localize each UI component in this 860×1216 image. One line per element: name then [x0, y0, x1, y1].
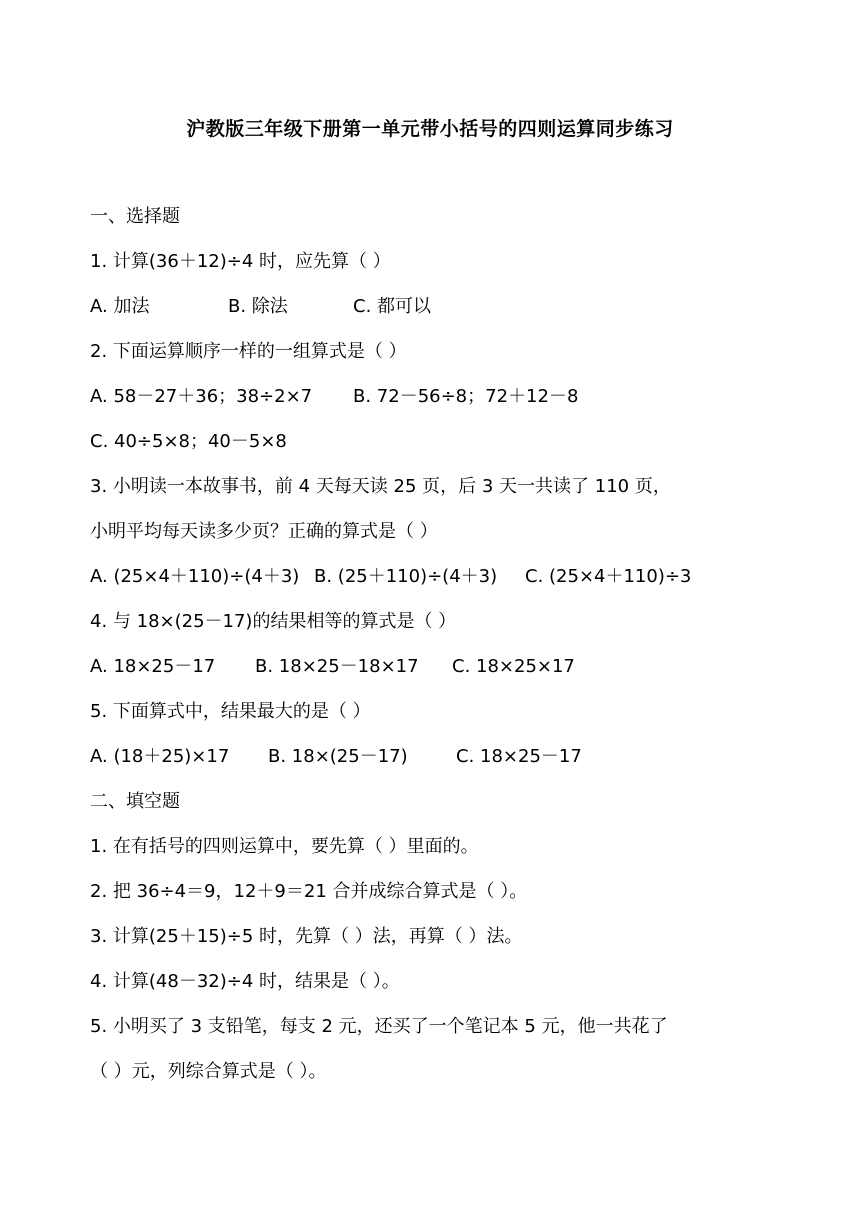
choice-question-5-options: [90, 744, 582, 770]
choice-question-2-option-c: C. 40÷5×8；40－5×8: [90, 431, 287, 452]
choice-question-2: 2. 下面运算顺序一样的一组算式是（ ）: [90, 341, 407, 362]
choice-question-4-options: [90, 654, 575, 680]
section-heading-fill: 二、填空题: [90, 791, 180, 812]
choice-question-5: 5. 下面算式中，结果最大的是（ ）: [90, 701, 371, 722]
option-a: A. (18＋25)×17: [90, 746, 230, 767]
choice-question-4: 4. 与 18×(25－17)的结果相等的算式是（ ）: [90, 611, 457, 632]
option-a: A. 18×25－17: [90, 656, 216, 677]
choice-question-3-line2: 小明平均每天读多少页？正确的算式是（ ）: [90, 521, 438, 542]
option-c: C. (25×4＋110)÷3: [525, 566, 692, 587]
option-b: B. (25＋110)÷(4＋3): [314, 566, 498, 587]
fill-question-1: 1. 在有括号的四则运算中，要先算（ ）里面的。: [90, 836, 479, 857]
option-a: A. 58－27＋36；38÷2×7: [90, 386, 313, 407]
option-b: B. 除法: [228, 296, 288, 317]
option-c: C. 18×25×17: [452, 656, 575, 677]
option-b: B. 18×25－18×17: [255, 656, 419, 677]
fill-question-3: 3. 计算(25＋15)÷5 时，先算（ ）法，再算（ ）法。: [90, 926, 523, 947]
option-c: C. 都可以: [353, 296, 432, 317]
option-b: B. 72－56÷8；72＋12－8: [353, 386, 579, 407]
fill-question-2: 2. 把 36÷4＝9，12＋9＝21 合并成综合算式是（ ）。: [90, 881, 528, 902]
fill-question-5-line2: （ ）元，列综合算式是（ ）。: [90, 1061, 327, 1082]
section-heading-choice: 一、选择题: [90, 206, 180, 227]
option-a: A. (25×4＋110)÷(4＋3): [90, 566, 300, 587]
fill-question-5-line1: 5. 小明买了 3 支铅笔，每支 2 元，还买了一个笔记本 5 元，他一共花了: [90, 1016, 668, 1037]
choice-question-1-options: [90, 294, 431, 320]
choice-question-1: 1. 计算(36＋12)÷4 时，应先算（ ）: [90, 251, 391, 272]
choice-question-2-options: [90, 384, 578, 410]
option-c: C. 18×25－17: [456, 746, 582, 767]
page-title: 沪教版三年级下册第一单元带小括号的四则运算同步练习: [186, 118, 674, 140]
choice-question-3-options: [90, 564, 691, 590]
option-a: A. 加法: [90, 296, 150, 317]
option-b: B. 18×(25－17): [268, 746, 408, 767]
fill-question-4: 4. 计算(48－32)÷4 时，结果是（ ）。: [90, 971, 400, 992]
choice-question-3-line1: 3. 小明读一本故事书，前 4 天每天读 25 页，后 3 天一共读了 110 页，: [90, 476, 671, 497]
